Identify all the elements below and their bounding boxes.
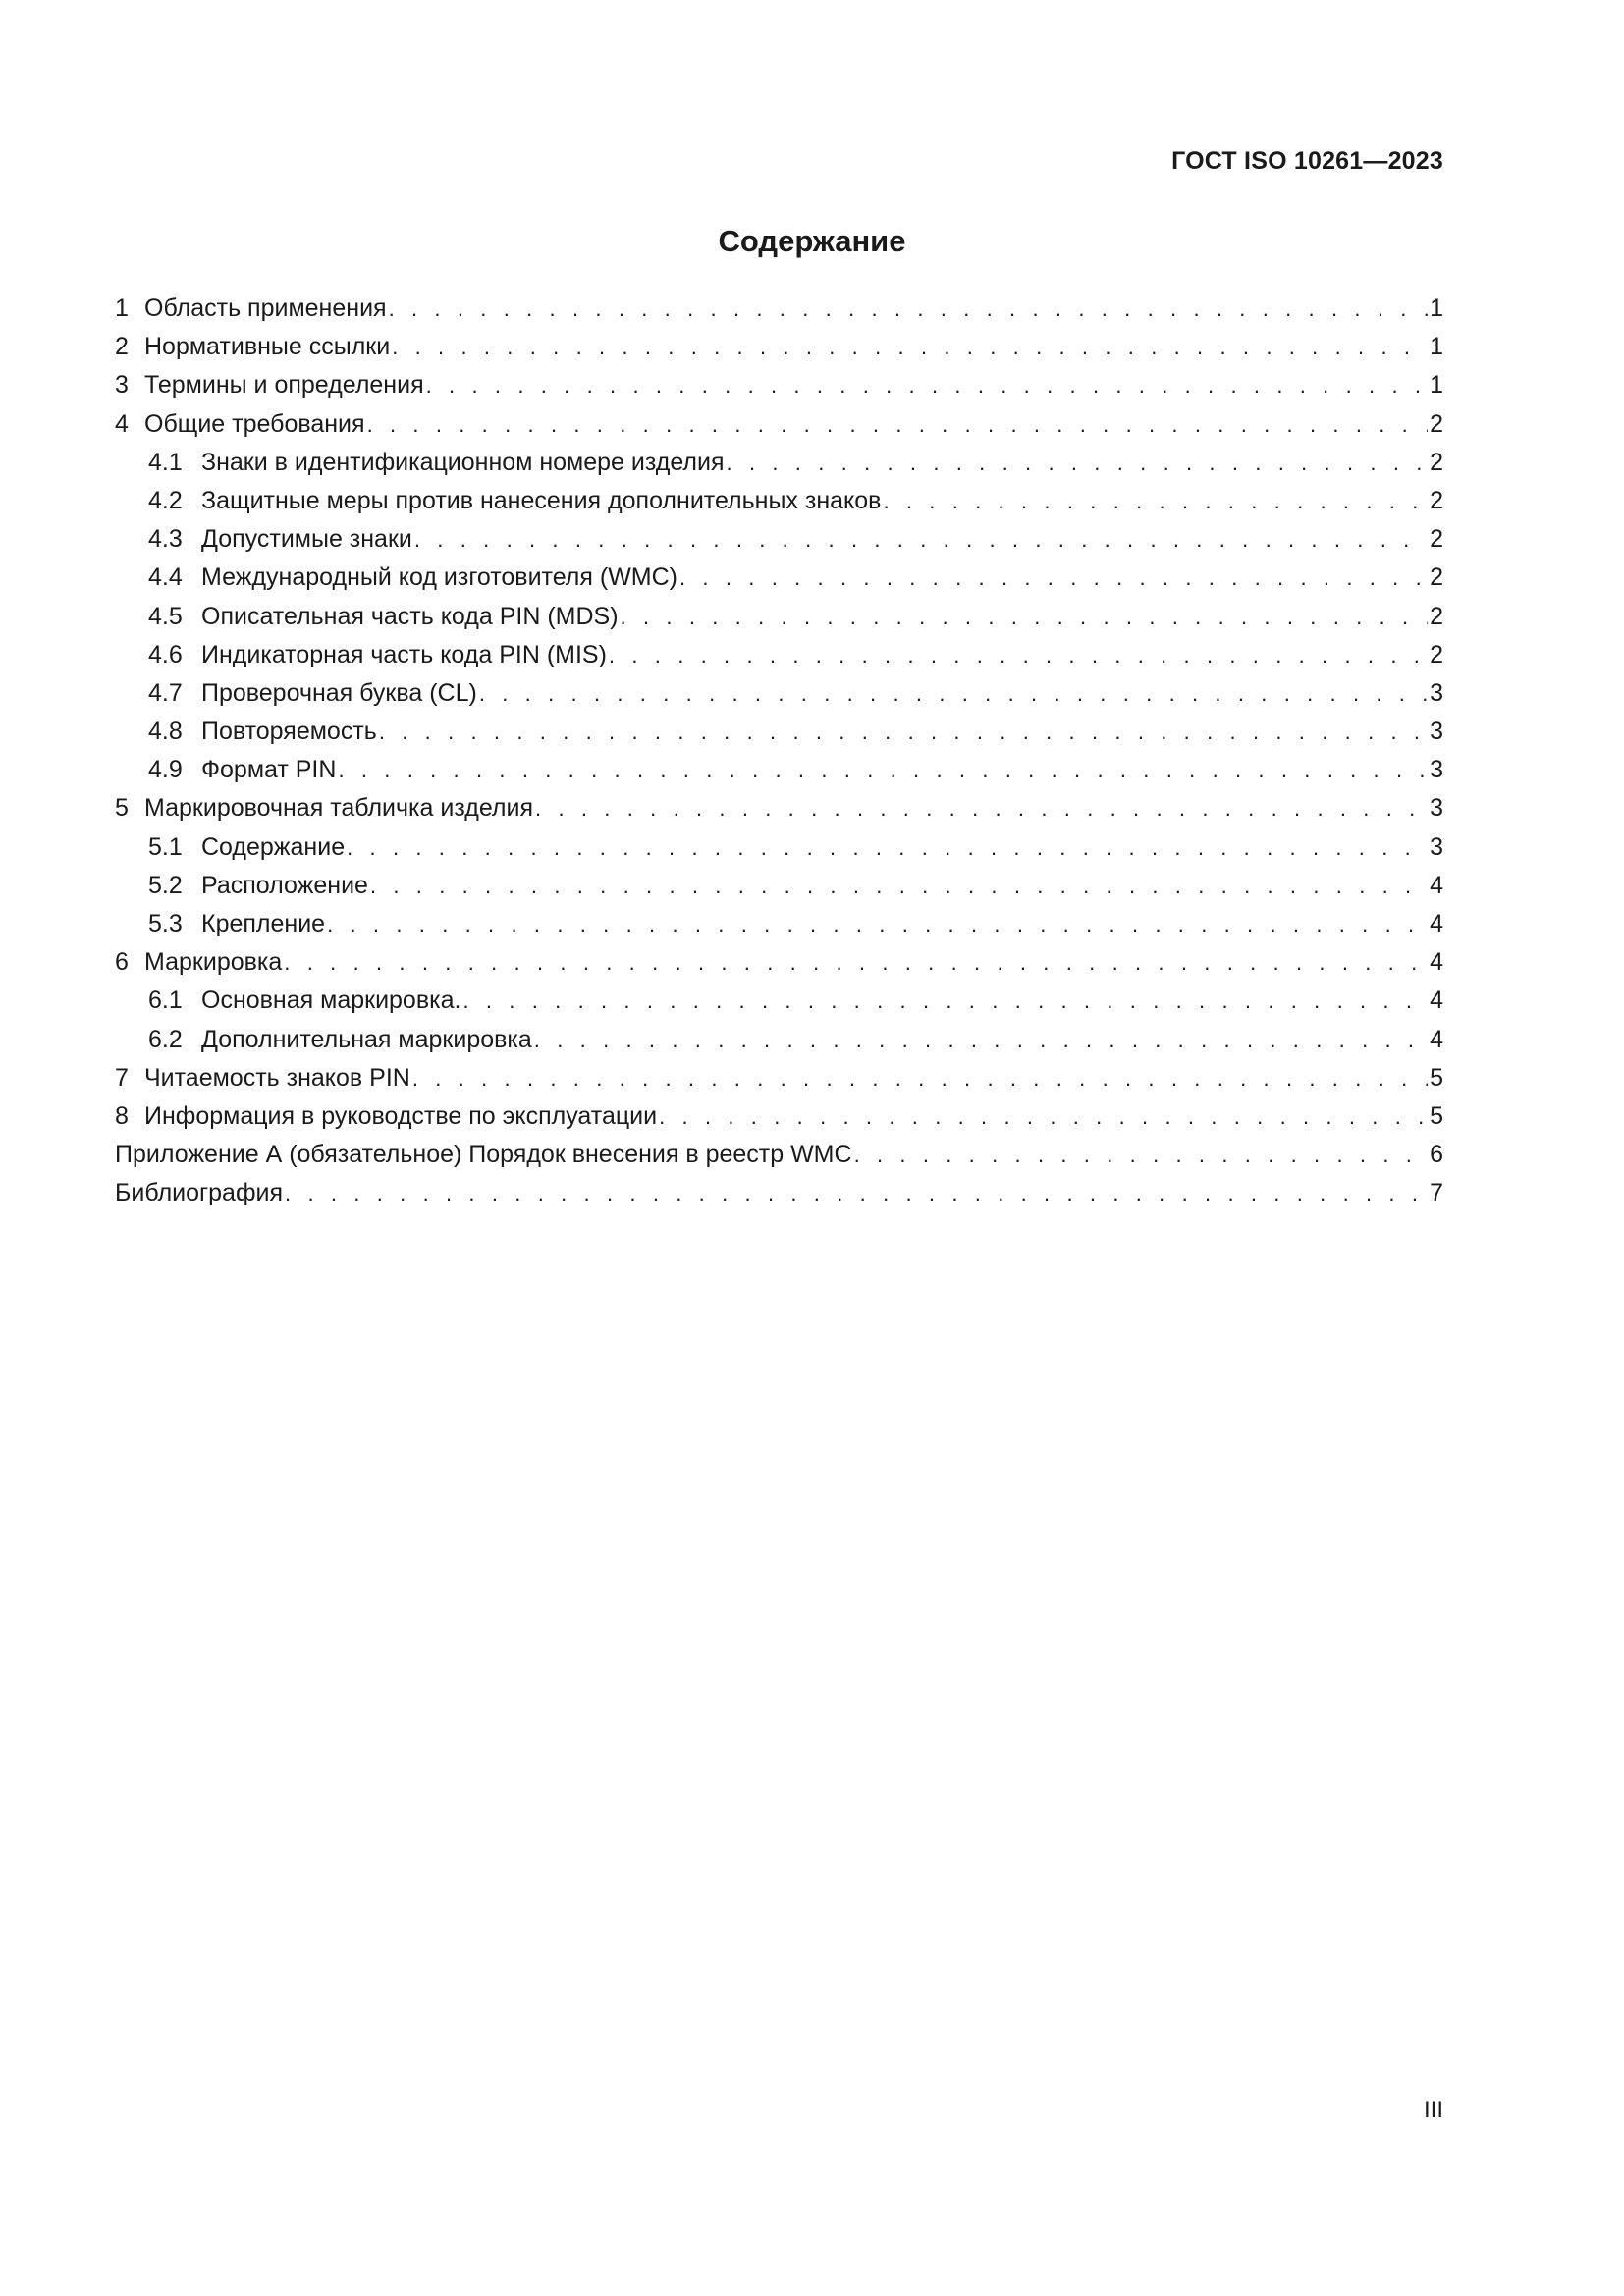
- toc-entry-number: 4.3: [148, 525, 183, 554]
- toc-entry-title: Приложение А (обязательное) Порядок внесения в реестр WMC: [115, 1141, 852, 1169]
- toc-dot-leader: [426, 366, 1428, 404]
- toc-entry-page: 4: [1430, 871, 1443, 899]
- toc-entry[interactable]: [115, 982, 1443, 1020]
- toc-entry-text: [115, 405, 365, 444]
- toc-dot-leader: [679, 559, 1428, 597]
- toc-entry-page: 3: [1430, 756, 1443, 784]
- toc-entry-text: [148, 867, 368, 905]
- toc-entry-title: Маркировочная табличка изделия: [144, 794, 534, 823]
- toc-entry-title: Крепление: [201, 910, 326, 937]
- toc-entry[interactable]: [115, 520, 1443, 559]
- toc-entry[interactable]: [115, 1136, 1443, 1174]
- toc-entry-title: Маркировка: [144, 948, 283, 977]
- toc-entry-page: 3: [1430, 718, 1443, 746]
- toc-entry-text: [115, 1059, 410, 1097]
- toc-entry-text: [148, 482, 881, 520]
- toc-entry-text: [115, 1136, 852, 1174]
- toc-dot-leader: [367, 405, 1429, 444]
- toc-dot-leader: [412, 1059, 1428, 1097]
- toc-entry[interactable]: [115, 1174, 1443, 1212]
- toc-dot-leader: [659, 1097, 1428, 1136]
- toc-entry-number: 4.9: [148, 756, 183, 784]
- toc-entry-page: 3: [1430, 678, 1443, 707]
- toc-entry-title: Знаки в идентификационном номере изделия: [201, 448, 725, 476]
- toc-dot-leader: [854, 1136, 1429, 1174]
- toc-entry-text: [115, 789, 533, 828]
- table-of-contents: [115, 290, 1443, 1213]
- toc-dot-leader: [414, 520, 1428, 559]
- toc-entry-title: Содержание: [201, 832, 346, 861]
- toc-entry-title: Термины и определения: [144, 371, 424, 400]
- toc-entry[interactable]: [115, 789, 1443, 828]
- toc-entry[interactable]: [115, 559, 1443, 597]
- toc-entry-title: Библиография: [115, 1179, 284, 1207]
- toc-entry-page: 2: [1430, 602, 1443, 630]
- toc-dot-leader: [338, 751, 1428, 789]
- toc-entry-page: 7: [1430, 1179, 1443, 1207]
- toc-entry-text: [148, 751, 336, 789]
- toc-entry-title: Повторяемость: [201, 718, 377, 746]
- toc-entry-page: 6: [1430, 1141, 1443, 1169]
- toc-entry[interactable]: [115, 751, 1443, 789]
- toc-title: Содержание: [718, 224, 906, 258]
- toc-entry-title: Индикаторная часть кода PIN (MIS): [201, 640, 607, 668]
- toc-entry-page: 1: [1430, 371, 1443, 400]
- toc-entry-text: [148, 713, 377, 751]
- toc-entry-page: 2: [1430, 525, 1443, 554]
- toc-entry-number: 3: [115, 371, 129, 400]
- toc-entry-page: 1: [1430, 294, 1443, 322]
- toc-entry-title: Международный код изготовителя (WMC): [201, 563, 677, 592]
- toc-entry-title: Основная маркировка.: [201, 987, 461, 1015]
- toc-entry[interactable]: [115, 366, 1443, 404]
- toc-entry-title: Общие требования: [144, 409, 365, 438]
- toc-entry-title: Информация в руководстве по эксплуатации: [144, 1101, 658, 1130]
- toc-entry-number: 4.5: [148, 602, 183, 630]
- toc-entry[interactable]: [115, 598, 1443, 636]
- toc-dot-leader: [284, 943, 1428, 982]
- toc-entry-text: [148, 905, 325, 943]
- toc-entry-title: Читаемость знаков PIN: [144, 1063, 410, 1092]
- toc-entry-text: [148, 520, 412, 559]
- toc-entry-text: [115, 1174, 283, 1212]
- toc-entry-text: [115, 1097, 657, 1136]
- toc-entry-page: 3: [1430, 832, 1443, 861]
- toc-entry-number: 6.1: [148, 987, 183, 1015]
- toc-entry-page: 5: [1430, 1063, 1443, 1092]
- toc-entry-number: 5.3: [148, 910, 183, 937]
- toc-dot-leader: [379, 713, 1428, 751]
- toc-dot-leader: [609, 636, 1428, 674]
- toc-dot-leader: [370, 867, 1428, 905]
- toc-entry[interactable]: [115, 713, 1443, 751]
- toc-entry[interactable]: [115, 1059, 1443, 1097]
- toc-dot-leader: [535, 789, 1428, 828]
- toc-entry-number: 4: [115, 409, 129, 438]
- toc-dot-leader: [621, 598, 1429, 636]
- toc-entry[interactable]: [115, 290, 1443, 328]
- toc-dot-leader: [479, 674, 1428, 713]
- toc-entry[interactable]: [115, 444, 1443, 482]
- toc-entry-number: 4.6: [148, 640, 183, 668]
- toc-entry-title: Нормативные ссылки: [144, 333, 391, 361]
- toc-entry-page: 2: [1430, 563, 1443, 592]
- toc-dot-leader: [327, 905, 1428, 943]
- toc-entry-number: 4.1: [148, 448, 183, 476]
- toc-entry-text: [148, 636, 607, 674]
- toc-entry-title: Описательная часть кода PIN (MDS): [201, 602, 619, 630]
- toc-entry-text: [115, 290, 387, 328]
- toc-entry-title: Формат PIN: [201, 756, 337, 784]
- toc-entry-number: 2: [115, 333, 129, 361]
- toc-entry-text: [115, 943, 282, 982]
- toc-entry-title: Дополнительная маркировка: [201, 1025, 532, 1053]
- toc-entry[interactable]: [115, 905, 1443, 943]
- toc-entry-number: 4.2: [148, 486, 183, 514]
- toc-entry-title: Проверочная буква (CL): [201, 678, 477, 707]
- toc-entry[interactable]: [115, 1021, 1443, 1059]
- toc-entry-number: 5.2: [148, 871, 183, 899]
- toc-dot-leader: [534, 1021, 1428, 1059]
- toc-entry-number: 5: [115, 794, 129, 823]
- toc-entry-page: 5: [1430, 1101, 1443, 1130]
- toc-entry-page: 2: [1430, 448, 1443, 476]
- toc-entry-text: [148, 982, 460, 1020]
- toc-entry-number: 4.4: [148, 563, 183, 592]
- toc-dot-leader: [389, 290, 1429, 328]
- toc-entry-number: 1: [115, 294, 129, 322]
- toc-entry[interactable]: [115, 867, 1443, 905]
- toc-entry-text: [115, 366, 424, 404]
- toc-entry-number: 4.8: [148, 718, 183, 746]
- toc-entry-page: 2: [1430, 486, 1443, 514]
- toc-entry[interactable]: [115, 943, 1443, 982]
- toc-entry-page: 4: [1430, 987, 1443, 1015]
- document-code: ГОСТ ISO 10261—2023: [1171, 147, 1443, 175]
- toc-entry-text: [148, 828, 345, 867]
- toc-entry[interactable]: [115, 1097, 1443, 1136]
- toc-entry-number: 7: [115, 1063, 129, 1092]
- toc-entry-number: 6.2: [148, 1025, 183, 1053]
- toc-entry-page: 2: [1430, 409, 1443, 438]
- toc-entry-number: 5.1: [148, 832, 183, 861]
- toc-entry-text: [148, 559, 677, 597]
- toc-dot-leader: [883, 482, 1428, 520]
- toc-entry[interactable]: [115, 328, 1443, 366]
- toc-entry-text: [148, 444, 725, 482]
- toc-entry-title: Область применения: [144, 294, 387, 322]
- toc-entry[interactable]: [115, 636, 1443, 674]
- toc-entry-page: 4: [1430, 910, 1443, 937]
- toc-dot-leader: [347, 828, 1428, 867]
- toc-entry-text: [115, 328, 390, 366]
- toc-entry-page: 3: [1430, 794, 1443, 823]
- toc-entry-text: [148, 598, 619, 636]
- toc-entry-title: Защитные меры против нанесения дополнительных знаков: [201, 486, 882, 514]
- toc-entry-number: 6: [115, 948, 129, 977]
- toc-entry-number: 8: [115, 1101, 129, 1130]
- toc-entry[interactable]: [115, 828, 1443, 867]
- toc-dot-leader: [727, 444, 1429, 482]
- toc-entry-text: [148, 1021, 532, 1059]
- toc-dot-leader: [462, 982, 1428, 1020]
- page-number: III: [1423, 2097, 1443, 2123]
- toc-entry-page: 1: [1430, 333, 1443, 361]
- toc-entry-title: Допустимые знаки: [201, 525, 412, 554]
- toc-dot-leader: [285, 1174, 1428, 1212]
- toc-entry-number: 4.7: [148, 678, 183, 707]
- toc-entry[interactable]: [115, 482, 1443, 520]
- toc-entry-text: [148, 674, 477, 713]
- toc-entry-page: 4: [1430, 1025, 1443, 1053]
- toc-entry[interactable]: [115, 405, 1443, 444]
- toc-entry-title: Расположение: [201, 871, 368, 899]
- toc-entry[interactable]: [115, 674, 1443, 713]
- toc-dot-leader: [392, 328, 1428, 366]
- toc-entry-page: 4: [1430, 948, 1443, 977]
- toc-entry-page: 2: [1430, 640, 1443, 668]
